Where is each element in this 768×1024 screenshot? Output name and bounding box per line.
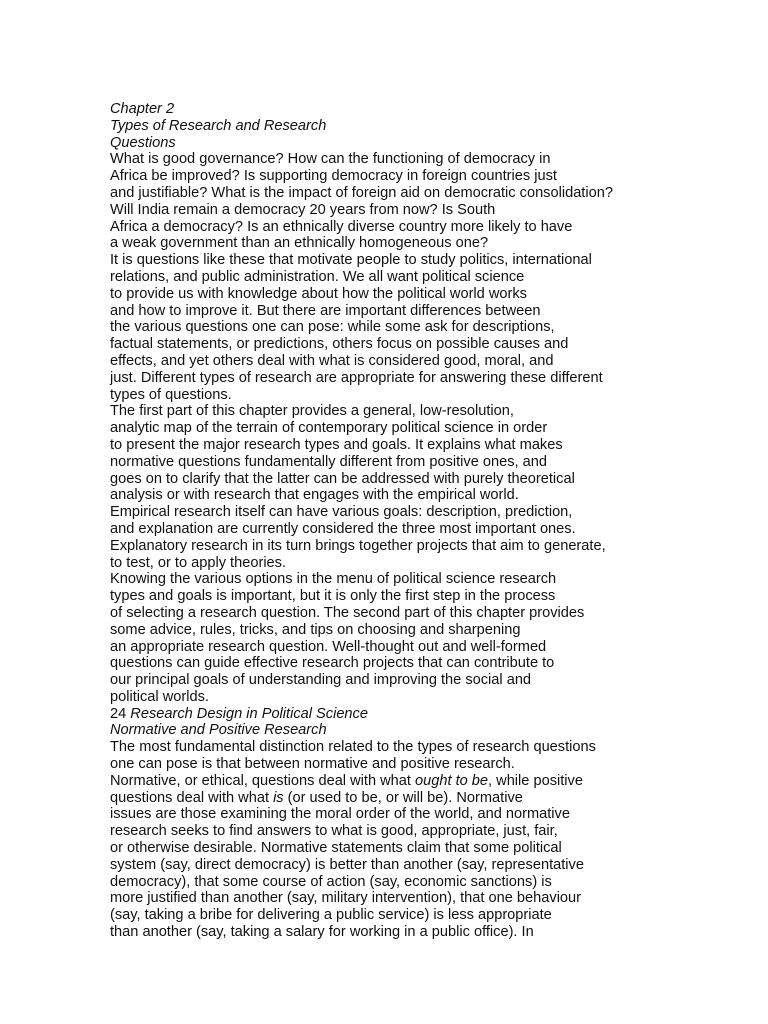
text-line: goes on to clarify that the latter can be addressed with purely theoretical	[110, 470, 575, 487]
text-line: system (say, direct democracy) is better than another (say, representative	[110, 856, 584, 873]
text-segment: (or used to be, or will be). Normative	[283, 789, 523, 806]
text-line: questions can guide effective research projects that can contribute to	[110, 655, 555, 672]
text-segment: questions deal with what	[110, 789, 274, 806]
text-line: to provide us with knowledge about how the political world works	[110, 285, 527, 302]
text-line: Explanatory research in its turn brings together projects that aim to generate,	[110, 537, 606, 554]
text-segment: Normative, or ethical, questions deal with what	[110, 772, 415, 789]
text-line: types of questions.	[110, 386, 232, 403]
text-line: analytic map of the terrain of contemporary political science in order	[110, 420, 548, 437]
text-line: or otherwise desirable. Normative statements claim that some political	[110, 840, 562, 857]
text-line: The first part of this chapter provides a general, low-resolution,	[110, 403, 514, 420]
text-line	[110, 773, 750, 790]
text-line: It is questions like these that motivate people to study politics, international	[110, 252, 592, 269]
text-line: effects, and yet others deal with what is considered good, moral, and	[110, 352, 554, 369]
emphasis-text: ought to be	[415, 772, 489, 789]
text-line: democracy), that some course of action (say, economic sanctions) is	[110, 873, 552, 890]
book-title: Research Design in Political Science	[130, 705, 368, 722]
running-header	[110, 706, 750, 723]
text-line: analysis or with research that engages with the empirical world.	[110, 487, 519, 504]
text-line: more justified than another (say, military intervention), that one behaviour	[110, 890, 582, 907]
text-line: and how to improve it. But there are important differences between	[110, 302, 541, 319]
text-line: and justifiable? What is the impact of foreign aid on democratic consolidation?	[110, 184, 613, 201]
page-number: 24	[110, 705, 127, 722]
text-line: the various questions one can pose: while some ask for descriptions,	[110, 319, 555, 336]
text-line: What is good governance? How can the functioning of democracy in	[110, 151, 551, 168]
text-line: a weak government than an ethnically homogeneous one?	[110, 235, 489, 252]
emphasis-text: is	[273, 789, 284, 806]
text-line: Knowing the various options in the menu of political science research	[110, 571, 557, 588]
text-line: our principal goals of understanding and improving the social and	[110, 672, 532, 689]
text-line: and explanation are currently considered the three most important ones.	[110, 520, 576, 537]
text-line: an appropriate research question. Well-thought out and well-formed	[110, 638, 547, 655]
text-line: The most fundamental distinction related to the types of research questions	[110, 739, 596, 756]
text-line: than another (say, taking a salary for working in a public office). In	[110, 924, 534, 941]
chapter-label: Chapter 2	[110, 101, 175, 117]
document-page	[110, 101, 750, 941]
text-line: (say, taking a bribe for delivering a public service) is less appropriate	[110, 907, 552, 924]
text-line: just. Different types of research are appropriate for answering these different	[110, 369, 603, 386]
text-line: issues are those examining the moral order of the world, and normative	[110, 806, 570, 823]
chapter-title-line: Types of Research and Research	[110, 117, 327, 134]
text-line: relations, and public administration. We all want political science	[110, 268, 525, 285]
text-line: factual statements, or predictions, others focus on possible causes and	[110, 336, 569, 353]
text-line: normative questions fundamentally different from positive ones, and	[110, 453, 547, 470]
chapter-title-line: Questions	[110, 134, 176, 151]
text-line: Africa be improved? Is supporting democracy in foreign countries just	[110, 168, 557, 185]
text-segment: , while positive	[488, 772, 583, 789]
text-line: one can pose is that between normative and positive research.	[110, 756, 515, 773]
section-heading: Normative and Positive Research	[110, 722, 327, 739]
text-line: to test, or to apply theories.	[110, 554, 287, 571]
text-line: to present the major research types and goals. It explains what makes	[110, 436, 563, 453]
text-line	[110, 790, 750, 807]
text-line: of selecting a research question. The second part of this chapter provides	[110, 604, 585, 621]
text-line: types and goals is important, but it is only the first step in the process	[110, 588, 556, 605]
text-line: political worlds.	[110, 688, 209, 705]
text-line: some advice, rules, tricks, and tips on choosing and sharpening	[110, 621, 521, 638]
text-line: Africa a democracy? Is an ethnically diverse country more likely to have	[110, 218, 573, 235]
text-line: research seeks to find answers to what is good, appropriate, just, fair,	[110, 823, 558, 840]
text-line: Empirical research itself can have various goals: description, prediction,	[110, 504, 573, 521]
text-line: Will India remain a democracy 20 years from now? Is South	[110, 201, 496, 218]
